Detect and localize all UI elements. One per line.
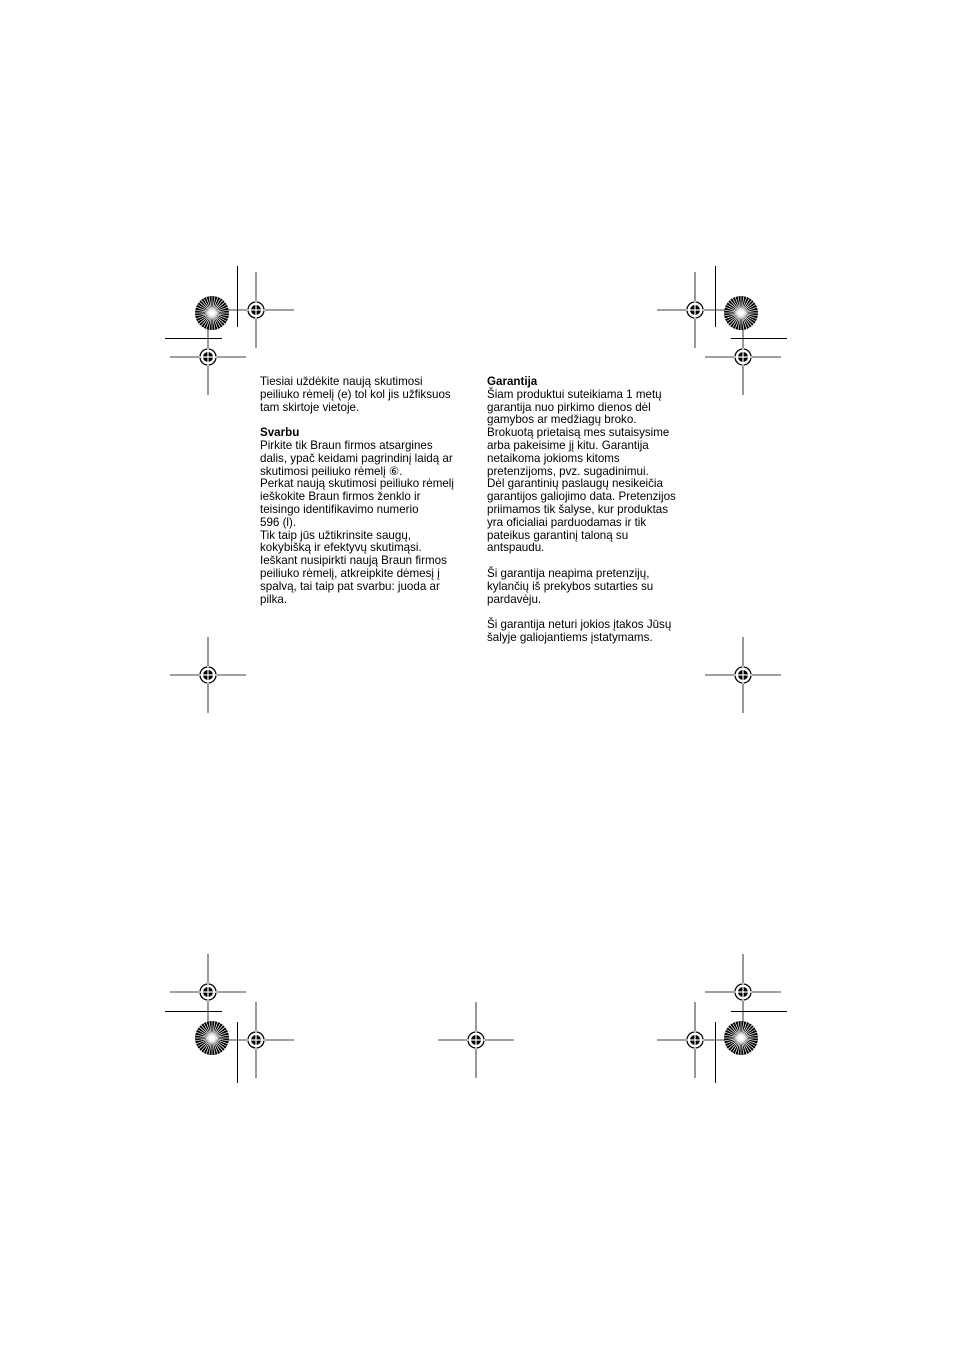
garantija-heading: Garantija — [487, 375, 538, 388]
registration-mark-icon — [657, 272, 733, 348]
svarbu-line: dalis, ypač keidami pagrindinį laidą ar — [260, 451, 453, 465]
garantija-line: gamybos ar medžiagų broko. — [487, 413, 637, 427]
svarbu-heading: Svarbu — [260, 426, 300, 440]
svarbu-line: kokybišką ir efektyvų skutimąsi. — [260, 541, 422, 555]
garantija-line: yra oficialiai parduodamas ir tik — [487, 515, 647, 529]
intro-line: Tiesiai uždėkite naują skutimosi — [260, 375, 423, 388]
star-target-icon — [724, 296, 758, 330]
garantija-line: netaikoma jokioms kitoms — [487, 451, 620, 465]
svarbu-line: 596 (l). — [260, 515, 297, 529]
registration-mark-icon — [705, 954, 781, 1030]
registration-mark-icon — [705, 319, 781, 395]
registration-mark-icon — [218, 1002, 294, 1078]
intro-line: peiliuko rėmelį (e) tol kol jis užfiksuos — [260, 387, 451, 401]
svarbu-line: ieškokite Braun firmos ženklo ir — [260, 490, 421, 504]
star-target-icon — [195, 296, 229, 330]
intro-line: tam skirtoje vietoje. — [260, 400, 360, 414]
garantija-line: kylančių iš prekybos sutarties su — [487, 579, 654, 593]
garantija-line: šalyje galiojantiems įstatymams. — [487, 630, 653, 644]
garantija-line: priimamos tik šalyse, kur produktas — [487, 502, 669, 516]
star-target-icon — [195, 1021, 229, 1055]
svarbu-line: skutimosi peiliuko rėmelį ⑥. — [260, 464, 403, 478]
registration-mark-icon — [438, 1002, 514, 1078]
garantija-line: garantijos galiojimo data. Pretenzijos — [487, 490, 676, 504]
svarbu-line: spalvą, tai taip pat svarbu: juoda ar — [260, 579, 440, 593]
garantija-line: Ši garantija neturi jokios įtakos Jūsų — [487, 618, 672, 632]
garantija-line: Dėl garantinių paslaugų nesikeičia — [487, 477, 663, 491]
garantija-line: garantija nuo pirkimo dienos dėl — [487, 400, 651, 414]
registration-mark-icon — [170, 637, 246, 713]
svarbu-line: Ieškant nusipirkti naują Braun firmos — [260, 554, 447, 568]
registration-mark-icon — [705, 637, 781, 713]
registration-mark-icon — [657, 1002, 733, 1078]
svarbu-line: Perkat naują skutimosi peiliuko rėmelį — [260, 477, 454, 491]
garantija-line: pardavėju. — [487, 592, 542, 606]
registration-marks — [170, 272, 781, 1078]
svarbu-line: teisingo identifikavimo numerio — [260, 502, 419, 516]
garantija-line: antspaudu. — [487, 541, 545, 555]
garantija-line: Brokuotą prietaisą mes sutaisysime — [487, 426, 670, 440]
garantija-line: Šiam produktui suteikiama 1 metų — [487, 387, 662, 401]
svarbu-line: pilka. — [260, 592, 288, 606]
garantija-line: arba pakeisime jį kitu. Garantija — [487, 438, 649, 452]
garantija-line: Ši garantija neapima pretenzijų, — [487, 566, 650, 580]
registration-mark-icon — [170, 954, 246, 1030]
svarbu-line: Pirkite tik Braun firmos atsargines — [260, 438, 433, 452]
svarbu-line: Tik taip jūs užtikrinsite saugų, — [260, 528, 411, 542]
garantija-line: pretenzijoms, pvz. sugadinimui. — [487, 464, 649, 478]
registration-mark-icon — [170, 319, 246, 395]
svarbu-line: peiliuko rėmelį, atkreipkite dėmesį į — [260, 566, 440, 580]
star-targets — [195, 296, 758, 1055]
registration-mark-icon — [218, 272, 294, 348]
star-target-icon — [724, 1021, 758, 1055]
crop-lines — [165, 266, 787, 1083]
garantija-line: pateikus garantinį taloną su — [487, 528, 629, 542]
